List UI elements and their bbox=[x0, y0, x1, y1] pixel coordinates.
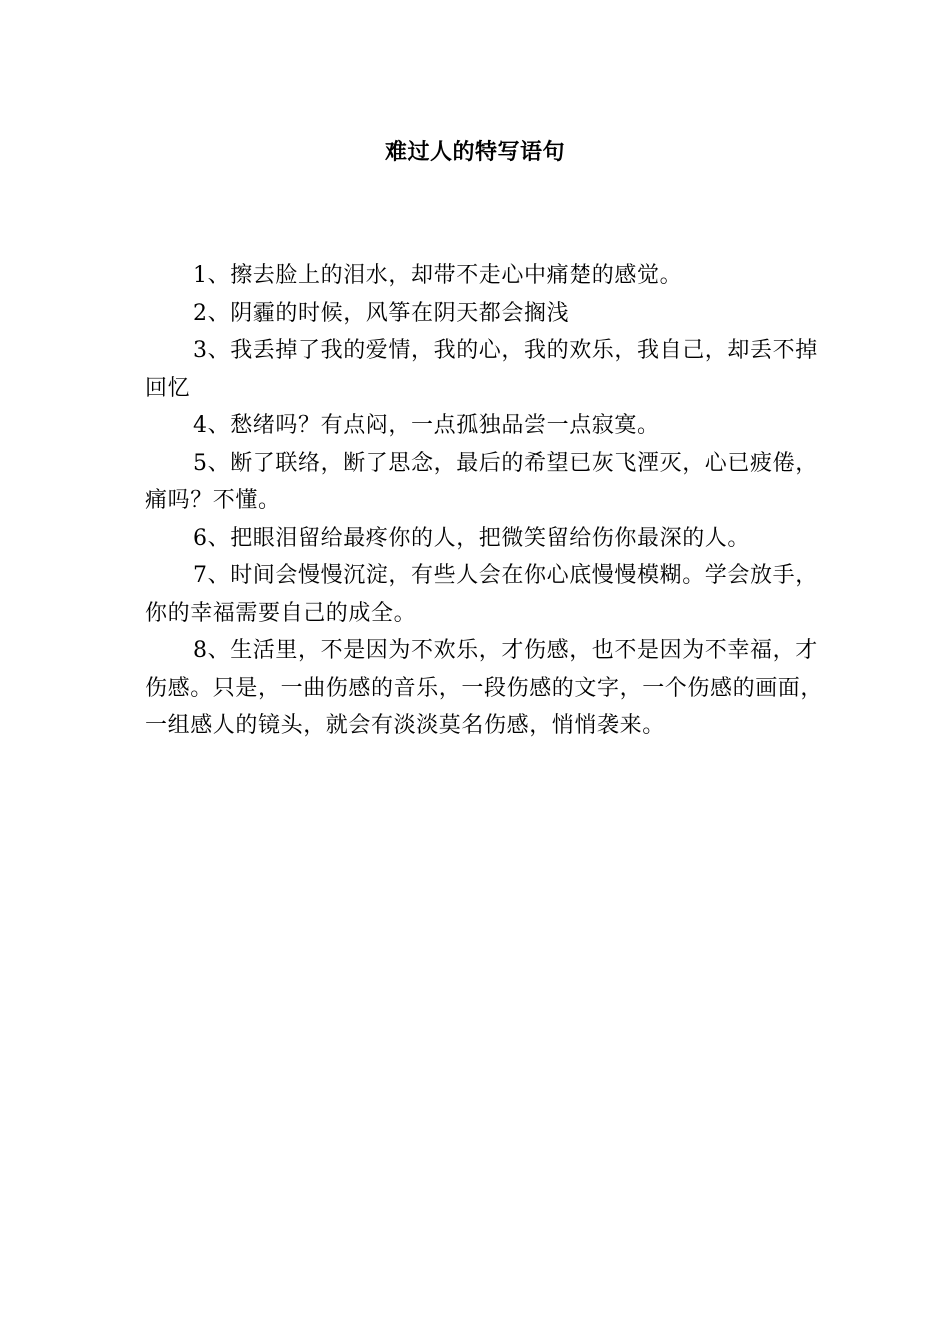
paragraph-5: 5、断了联络，断了思念，最后的希望已灰飞湮灭，心已疲倦，痛吗？不懂。 bbox=[145, 450, 818, 513]
paragraph-6: 6、把眼泪留给最疼你的人，把微笑留给伤你最深的人。 bbox=[193, 525, 750, 551]
paragraph-8: 8、生活里，不是因为不欢乐，才伤感，也不是因为不幸福，才伤感。只是，一曲伤感的音乐，一段伤感的文字，一个伤感的画面，一组感人的镜头，就会有淡淡莫名伤感，悄悄袭来。 bbox=[145, 638, 824, 738]
paragraph-1: 1、擦去脸上的泪水，却带不走心中痛楚的感觉。 bbox=[193, 263, 683, 288]
paragraph-4: 4、愁绪吗？有点闷，一点孤独品尝一点寂寞。 bbox=[193, 413, 660, 438]
paragraph-3: 3、我丢掉了我的爱情，我的心，我的欢乐，我自己，却丢不掉回忆 bbox=[145, 338, 818, 401]
paragraph-7: 7、时间会慢慢沉淀，有些人会在你心底慢慢模糊。学会放手，你的幸福需要自己的成全。 bbox=[145, 563, 818, 626]
document-title: 难过人的特写语句 bbox=[384, 139, 565, 165]
paragraph-2: 2、阴霾的时候，风筝在阴天都会搁浅 bbox=[193, 300, 570, 326]
document-body bbox=[145, 257, 825, 745]
